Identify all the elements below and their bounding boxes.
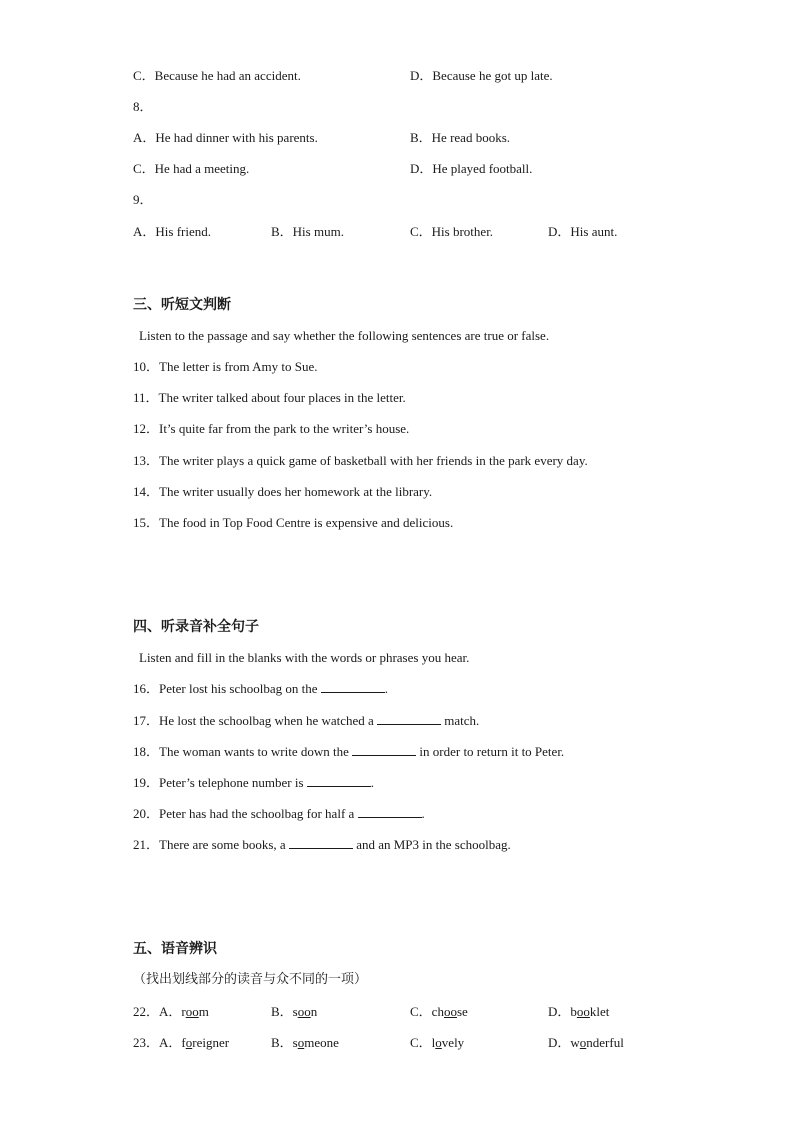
word-part: s	[292, 1035, 298, 1050]
q23-option-d	[548, 1034, 624, 1052]
option-label: B．	[271, 1004, 293, 1019]
q8-option-a: A．He had dinner with his parents.	[133, 130, 318, 145]
q22-option-a	[133, 1003, 209, 1021]
q9-option-d: D．His aunt.	[548, 224, 618, 239]
sentence-text: and an MP3 in the schoolbag.	[352, 837, 511, 852]
q23-option-c	[410, 1034, 464, 1052]
word-part: f	[181, 1035, 186, 1050]
option-label: B．	[271, 1035, 293, 1050]
q23-option-a	[133, 1034, 229, 1052]
section3-heading: 三、听短文判断	[133, 297, 231, 313]
sentence-text: .	[421, 806, 425, 821]
q22-option-b	[271, 1003, 317, 1021]
option-label: A．	[159, 1004, 182, 1019]
option-label: C．	[410, 1035, 432, 1050]
fill-sentence-18	[133, 743, 564, 761]
q9-option-a: A．His friend.	[133, 224, 211, 239]
section3-item: 12．It’s quite far from the park to the writer’s house.	[133, 421, 410, 436]
q22-number: 22．	[133, 1004, 160, 1019]
underlined-part: o	[185, 1035, 193, 1050]
q23-option-b	[271, 1034, 339, 1052]
section5-heading: 五、语音辨识	[133, 941, 217, 957]
answer-blank[interactable]	[377, 712, 441, 725]
sentence-text: .	[384, 681, 389, 696]
word-part: l	[431, 1035, 436, 1050]
option-label: D．	[548, 1004, 571, 1019]
word-part: s	[292, 1004, 298, 1019]
q7-option-c: C．Because he had an accident.	[133, 68, 301, 83]
fill-sentence-17	[133, 712, 479, 730]
q22-option-c	[410, 1003, 468, 1021]
answer-blank[interactable]	[321, 680, 385, 693]
sentence-text: .	[370, 775, 375, 790]
word-part: reigner	[192, 1035, 230, 1050]
fill-sentence-20	[133, 805, 425, 823]
q7-option-d: D．Because he got up late.	[410, 68, 553, 83]
sentence-text: 21．There are some books, a	[133, 837, 289, 852]
word-part: b	[570, 1004, 577, 1019]
q9-number: 9．	[133, 192, 153, 207]
section3-item: 11．The writer talked about four places in the letter.	[133, 390, 406, 405]
word-part: klet	[589, 1004, 610, 1019]
sentence-text: 18．The woman wants to write down the	[133, 744, 353, 759]
q9-option-c: C．His brother.	[410, 224, 494, 239]
word-part: meone	[304, 1035, 339, 1050]
underlined-part: oo	[185, 1004, 199, 1019]
fill-sentence-21	[133, 836, 511, 854]
option-label: D．	[548, 1035, 571, 1050]
fill-sentence-19	[133, 774, 374, 792]
sentence-text: 16．Peter lost his schoolbag on the	[133, 681, 321, 696]
underlined-part: oo	[443, 1004, 457, 1019]
answer-blank[interactable]	[307, 774, 371, 787]
underlined-part: o	[579, 1035, 587, 1050]
section3-item: 15．The food in Top Food Centre is expensive and delicious.	[133, 515, 454, 530]
section3-item: 14．The writer usually does her homework at the library.	[133, 484, 433, 499]
q8-option-c: C．He had a meeting.	[133, 161, 250, 176]
word-part: ch	[431, 1004, 444, 1019]
section3-instruction: Listen to the passage and say whether the following sentences are true or false.	[139, 328, 550, 343]
underlined-part: oo	[576, 1004, 590, 1019]
sentence-text: match.	[441, 713, 480, 728]
answer-blank[interactable]	[352, 743, 416, 756]
answer-blank[interactable]	[358, 805, 422, 818]
section4-instruction: Listen and fill in the blanks with the words or phrases you hear.	[139, 650, 470, 665]
sentence-text: in order to return it to Peter.	[416, 744, 565, 759]
sentence-text: 19．Peter’s telephone number is	[133, 775, 307, 790]
answer-blank[interactable]	[289, 836, 353, 849]
word-part: vely	[441, 1035, 465, 1050]
section3-item: 13．The writer plays a quick game of basketball with her friends in the park every day.	[133, 453, 588, 468]
word-part: se	[456, 1004, 468, 1019]
q22-option-d	[548, 1003, 609, 1021]
option-label: C．	[410, 1004, 432, 1019]
sentence-text: 17．He lost the schoolbag when he watched a	[133, 713, 378, 728]
underlined-part: oo	[297, 1004, 311, 1019]
word-part: nderful	[586, 1035, 624, 1050]
q9-option-b: B．His mum.	[271, 224, 344, 239]
word-part: m	[198, 1004, 209, 1019]
underlined-part: o	[435, 1035, 442, 1050]
section4-heading: 四、听录音补全句子	[133, 619, 259, 635]
section3-item: 10．The letter is from Amy to Sue.	[133, 359, 318, 374]
q8-option-d: D．He played football.	[410, 161, 533, 176]
word-part: n	[310, 1004, 318, 1019]
q8-number: 8．	[133, 99, 153, 114]
q8-option-b: B．He read books.	[410, 130, 511, 145]
q23-number: 23．	[133, 1035, 160, 1050]
sentence-text: 20．Peter has had the schoolbag for half a	[133, 806, 358, 821]
section5-instruction: （找出划线部分的读音与众不同的一项）	[133, 972, 368, 987]
option-label: A．	[159, 1035, 182, 1050]
word-part: w	[570, 1035, 580, 1050]
underlined-part: o	[297, 1035, 305, 1050]
fill-sentence-16	[133, 680, 388, 698]
word-part: r	[181, 1004, 186, 1019]
